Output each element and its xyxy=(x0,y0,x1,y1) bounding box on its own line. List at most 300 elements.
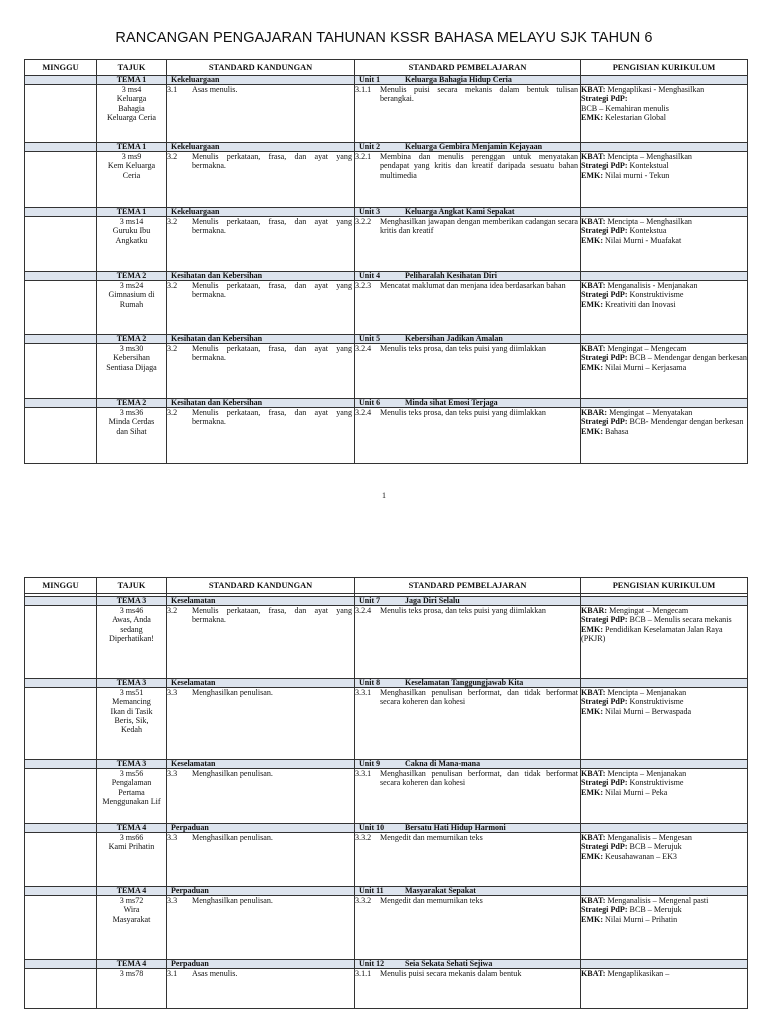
minggu-cell xyxy=(25,679,97,688)
pk-line xyxy=(581,104,747,113)
minggu-cell xyxy=(25,217,97,272)
standard-kandungan-cell xyxy=(167,217,355,272)
pk-label: Strategi PdP: xyxy=(581,842,628,852)
tema-row xyxy=(25,76,748,85)
standard-pembelajaran-cell xyxy=(355,408,581,464)
pengisian-kurikulum-cell xyxy=(581,969,748,1009)
standard-kandungan-cell xyxy=(167,896,355,960)
tajuk-line: 3 ms4 xyxy=(121,85,142,94)
pk-line xyxy=(581,290,747,299)
page-number: 1 xyxy=(382,491,386,500)
tajuk-line: 3 ms72 xyxy=(119,896,144,905)
sp-number: 3.2.4 xyxy=(355,606,372,615)
tajuk-line: 3 ms36 xyxy=(119,408,144,417)
standard-pembelajaran-cell xyxy=(355,769,581,824)
standard-pembelajaran-cell xyxy=(355,688,581,760)
pk-value: Nilai Murni - Muafakat xyxy=(603,235,682,245)
minggu-cell xyxy=(25,408,97,464)
pk-value: Menganalisis – Mengenal pasti xyxy=(605,896,709,905)
unit-number: Unit 10 xyxy=(359,823,385,832)
table-row xyxy=(25,152,748,208)
pk-label: EMK: xyxy=(581,914,604,924)
unit-number: Unit 4 xyxy=(359,271,381,280)
pengisian-kurikulum-cell xyxy=(581,85,748,143)
tema-row xyxy=(25,679,748,688)
pk-value: BCB – Menulis secara mekanis xyxy=(627,615,732,625)
unit-title xyxy=(355,597,581,606)
table-row xyxy=(25,281,748,335)
tajuk-line: Gimnasium di xyxy=(108,290,155,300)
pk-label: EMK: xyxy=(581,624,604,634)
pk-value: Mengingat – Menyatakan xyxy=(607,408,693,417)
unit-name: Keluarga Gembira Menjamin Kejayaan xyxy=(405,142,543,151)
pk-label: Strategi PdP: xyxy=(581,778,628,788)
sk-text: Asas menulis. xyxy=(192,969,238,978)
tajuk-line: 3 ms9 xyxy=(121,152,142,161)
table-row xyxy=(25,606,748,679)
unit-number: Unit 5 xyxy=(359,334,381,343)
pk-value: Nilai Murni – Prihatin xyxy=(603,914,678,924)
tema-blank-cell xyxy=(581,143,748,152)
tema-label: TEMA 1 xyxy=(97,76,167,85)
pk-label: KBAR: xyxy=(581,606,608,615)
pk-line xyxy=(581,171,747,180)
tajuk-cell xyxy=(97,896,167,960)
sk-text: Menulis perkataan, frasa, dan ayat yang bermakna. xyxy=(192,408,352,427)
unit-name: Peliharalah Kesihatan Diri xyxy=(405,271,497,280)
tema-name: Keselamatan xyxy=(167,760,355,769)
pk-line xyxy=(581,236,747,245)
table-row xyxy=(25,769,748,824)
sk-number: 3.3 xyxy=(167,896,178,905)
tema-blank-cell xyxy=(581,760,748,769)
tajuk-line: 3 ms24 xyxy=(119,281,144,290)
standard-pembelajaran-cell xyxy=(355,217,581,272)
unit-title xyxy=(355,960,581,969)
pk-line xyxy=(581,625,747,644)
standard-kandungan-cell xyxy=(167,606,355,679)
sk-number: 3.1 xyxy=(167,85,178,94)
minggu-cell xyxy=(25,208,97,217)
standard-kandungan-cell xyxy=(167,833,355,887)
sp-text: Menulis puisi secara mekanis dalam bentuk tulisan berangkai. xyxy=(380,85,578,104)
minggu-cell xyxy=(25,896,97,960)
column-header-standard-pembelajaran: STANDARD PEMBELAJARAN xyxy=(355,60,581,76)
tema-label: TEMA 2 xyxy=(97,272,167,281)
tema-blank-cell xyxy=(581,335,748,344)
tema-label: TEMA 1 xyxy=(97,143,167,152)
pk-line xyxy=(581,969,747,978)
standard-pembelajaran-cell xyxy=(355,344,581,399)
tema-blank-cell xyxy=(581,824,748,833)
standard-pembelajaran-cell xyxy=(355,152,581,208)
standard-kandungan-cell xyxy=(167,969,355,1009)
pk-value: Konstruktivisme xyxy=(627,697,684,707)
sp-number: 3.2.1 xyxy=(355,152,372,161)
standard-pembelajaran-cell xyxy=(355,85,581,143)
unit-number: Unit 7 xyxy=(359,596,381,605)
tema-row xyxy=(25,760,748,769)
pk-label: Strategi PdP: xyxy=(581,161,628,171)
tajuk-cell xyxy=(97,152,167,208)
tajuk-cell xyxy=(97,408,167,464)
pk-value: Mencipta – Menghasilkan xyxy=(605,217,692,226)
document-title: RANCANGAN PENGAJARAN TAHUNAN KSSR BAHASA MELAYU SJK TAHUN 6 xyxy=(115,30,653,46)
pk-value: Konstruktivisme xyxy=(627,778,684,788)
unit-name: Masyarakat Sepakat xyxy=(405,886,476,895)
tema-row xyxy=(25,143,748,152)
minggu-cell xyxy=(25,281,97,335)
pk-value: Menganalisis - Menjanakan xyxy=(605,281,698,290)
minggu-cell xyxy=(25,606,97,679)
tajuk-line: 3 ms46 xyxy=(119,606,144,615)
tajuk-line: Menggunakan Lif xyxy=(102,796,161,806)
sk-text: Menghasilkan penulisan. xyxy=(192,688,273,697)
sk-number: 3.2 xyxy=(167,217,178,226)
pk-label: EMK: xyxy=(581,426,604,436)
column-header-standard-kandungan: STANDARD KANDUNGAN xyxy=(167,60,355,76)
pk-line xyxy=(581,427,747,436)
pk-line xyxy=(581,281,747,290)
pk-line xyxy=(581,85,747,94)
unit-number: Unit 11 xyxy=(359,886,384,895)
pengisian-kurikulum-cell xyxy=(581,833,748,887)
unit-name: Seia Sekata Sehati Sejiwa xyxy=(405,959,493,968)
pk-value: Kreativiti dan Inovasi xyxy=(603,299,676,309)
pk-label: Strategi PdP: xyxy=(581,353,628,363)
pk-value: BCB – Mendengar dengan berkesan xyxy=(627,353,747,363)
pk-label: KBAT: xyxy=(581,833,606,842)
sp-text: Menulis teks prosa, dan teks puisi yang diimlakkan xyxy=(380,344,546,353)
minggu-cell xyxy=(25,344,97,399)
tajuk-cell xyxy=(97,969,167,1009)
pk-label: EMK: xyxy=(581,112,604,122)
tema-row xyxy=(25,208,748,217)
sk-text: Menghasilkan penulisan. xyxy=(192,769,273,778)
pk-label: KBAT: xyxy=(581,217,606,226)
pk-value: BCB – Merujuk xyxy=(627,905,682,915)
tema-blank-cell xyxy=(581,76,748,85)
standard-kandungan-cell xyxy=(167,152,355,208)
tema-label: TEMA 3 xyxy=(97,597,167,606)
sk-text: Menulis perkataan, frasa, dan ayat yang bermakna. xyxy=(192,217,352,236)
table-row xyxy=(25,344,748,399)
tajuk-cell xyxy=(97,606,167,679)
sk-number: 3.3 xyxy=(167,769,178,778)
standard-kandungan-cell xyxy=(167,85,355,143)
pengisian-kurikulum-cell xyxy=(581,896,748,960)
pk-label: KBAT: xyxy=(581,152,606,161)
pk-label: KBAT: xyxy=(581,344,606,353)
tajuk-cell xyxy=(97,688,167,760)
pk-label: KBAT: xyxy=(581,896,606,905)
header-row xyxy=(25,60,748,76)
minggu-cell xyxy=(25,597,97,606)
pk-value: BCB – Merujuk xyxy=(627,842,682,852)
sk-number: 3.2 xyxy=(167,281,178,290)
tajuk-line: Ikan di Tasik xyxy=(110,706,153,716)
unit-title xyxy=(355,335,581,344)
unit-name: Bersatu Hati Hidup Harmoni xyxy=(405,823,506,832)
pk-line xyxy=(581,769,747,778)
tema-row xyxy=(25,272,748,281)
column-header-tajuk: TAJUK xyxy=(97,578,167,594)
sp-number: 3.1.1 xyxy=(355,969,372,978)
sp-number: 3.3.1 xyxy=(355,688,372,697)
pengisian-kurikulum-cell xyxy=(581,688,748,760)
pk-line xyxy=(581,217,747,226)
tajuk-line: Kebersihan xyxy=(113,353,150,363)
pk-value: Nilai Murni – Peka xyxy=(603,787,668,797)
tajuk-line: 3 ms51 xyxy=(119,688,144,697)
tema-blank-cell xyxy=(581,960,748,969)
tema-name: Kekeluargaan xyxy=(167,76,355,85)
pk-label: EMK: xyxy=(581,170,604,180)
tema-name: Keselamatan xyxy=(167,679,355,688)
minggu-cell xyxy=(25,960,97,969)
pk-label: KBAR: xyxy=(581,408,608,417)
pk-line xyxy=(581,915,747,924)
column-header-pengisian-kurikulum: PENGISIAN KURIKULUM xyxy=(581,60,748,76)
minggu-cell xyxy=(25,335,97,344)
pk-value: Mengaplikasi - Menghasilkan xyxy=(605,85,705,94)
pk-label: KBAT: xyxy=(581,281,606,290)
tajuk-line: Pengalaman xyxy=(111,778,152,788)
tajuk-cell xyxy=(97,217,167,272)
pk-label: Strategi PdP: xyxy=(581,417,628,427)
tema-name: Perpaduan xyxy=(167,887,355,896)
pengisian-kurikulum-cell xyxy=(581,281,748,335)
pk-value: Nilai Murni – Kerjasama xyxy=(603,362,687,372)
sp-text: Membina dan menulis perenggan untuk menyatakan pendapat yang kritis dan kreatif daripada sesuatu bahan multimedia xyxy=(380,152,578,180)
tema-blank-cell xyxy=(581,208,748,217)
unit-title xyxy=(355,679,581,688)
tajuk-line: 3 ms14 xyxy=(119,217,144,226)
sp-number: 3.3.2 xyxy=(355,833,372,842)
pk-line xyxy=(581,615,747,624)
plan-table-page-1 xyxy=(24,59,748,464)
pk-label: Strategi PdP: xyxy=(581,697,628,707)
standard-kandungan-cell xyxy=(167,688,355,760)
pk-line xyxy=(581,852,747,861)
pk-line xyxy=(581,778,747,787)
tajuk-line: Ceria xyxy=(122,170,141,180)
pk-label: EMK: xyxy=(581,851,604,861)
tajuk-cell xyxy=(97,344,167,399)
minggu-cell xyxy=(25,152,97,208)
pengisian-kurikulum-cell xyxy=(581,152,748,208)
sk-number: 3.3 xyxy=(167,688,178,697)
unit-title xyxy=(355,824,581,833)
tema-name: Kesihatan dan Kebersihan xyxy=(167,335,355,344)
sk-number: 3.3 xyxy=(167,833,178,842)
standard-pembelajaran-cell xyxy=(355,606,581,679)
pk-value: Mengingat – Mengecam xyxy=(605,344,687,353)
sp-number: 3.2.3 xyxy=(355,281,372,290)
pk-label: Strategi PdP: xyxy=(581,94,628,104)
tajuk-line: Kedah xyxy=(120,725,143,735)
tajuk-line: Memancing xyxy=(112,697,151,707)
tajuk-line: 3 ms66 xyxy=(119,833,144,842)
pengisian-kurikulum-cell xyxy=(581,408,748,464)
pk-line xyxy=(581,226,747,235)
tajuk-line: Bahagia xyxy=(118,103,145,113)
tema-row xyxy=(25,597,748,606)
standard-pembelajaran-cell xyxy=(355,281,581,335)
unit-number: Unit 6 xyxy=(359,398,381,407)
pk-label: EMK: xyxy=(581,299,604,309)
pk-label: KBAT: xyxy=(581,969,606,978)
standard-pembelajaran-cell xyxy=(355,833,581,887)
table-row xyxy=(25,896,748,960)
column-header-tajuk: TAJUK xyxy=(97,60,167,76)
sp-number: 3.2.2 xyxy=(355,217,372,226)
pk-value: Keusahawanan – EK3 xyxy=(603,851,677,861)
column-header-minggu: MINGGU xyxy=(25,60,97,76)
pk-value: Nilai murni - Tekun xyxy=(603,170,670,180)
pk-value: BCB – Kemahiran menulis xyxy=(581,103,669,113)
minggu-cell xyxy=(25,887,97,896)
minggu-cell xyxy=(25,969,97,1009)
unit-title xyxy=(355,272,581,281)
tajuk-cell xyxy=(97,833,167,887)
pk-line xyxy=(581,905,747,914)
pk-value: Mencipta – Menghasilkan xyxy=(605,152,692,161)
sk-number: 3.1 xyxy=(167,969,178,978)
unit-name: Cakna di Mana-mana xyxy=(405,759,481,768)
pk-label: Strategi PdP: xyxy=(581,226,628,236)
tema-label: TEMA 2 xyxy=(97,335,167,344)
sk-text: Menulis perkataan, frasa, dan ayat yang bermakna. xyxy=(192,281,352,300)
tajuk-line: 3 ms78 xyxy=(119,969,144,978)
minggu-cell xyxy=(25,833,97,887)
column-header-minggu: MINGGU xyxy=(25,578,97,594)
tajuk-line: 3 ms30 xyxy=(119,344,144,353)
tema-blank-cell xyxy=(581,679,748,688)
sk-text: Menulis perkataan, frasa, dan ayat yang bermakna. xyxy=(192,606,352,625)
pk-value: Konstruktivisme xyxy=(627,290,684,300)
sk-text: Menulis perkataan, frasa, dan ayat yang bermakna. xyxy=(192,152,352,171)
tajuk-line: Sentiasa Dijaga xyxy=(106,362,157,372)
tajuk-line: Keluarga xyxy=(116,94,147,104)
plan-table-page-2 xyxy=(24,577,748,1009)
pk-line xyxy=(581,697,747,706)
pk-line xyxy=(581,152,747,161)
pk-value: Mencipta – Menjanakan xyxy=(605,769,687,778)
pk-label: EMK: xyxy=(581,235,604,245)
pk-value: Menganalisis – Mengesan xyxy=(605,833,692,842)
pk-value: Kontekstual xyxy=(627,161,669,171)
minggu-cell xyxy=(25,272,97,281)
column-header-standard-kandungan: STANDARD KANDUNGAN xyxy=(167,578,355,594)
pk-label: EMK: xyxy=(581,362,604,372)
minggu-cell xyxy=(25,769,97,824)
tajuk-line: Masyarakat xyxy=(112,914,151,924)
pk-line xyxy=(581,707,747,716)
tema-name: Kesihatan dan Kebersihan xyxy=(167,272,355,281)
tema-row xyxy=(25,887,748,896)
sk-number: 3.2 xyxy=(167,606,178,615)
pk-line xyxy=(581,788,747,797)
unit-number: Unit 2 xyxy=(359,142,381,151)
pk-line xyxy=(581,408,747,417)
table-row xyxy=(25,85,748,143)
minggu-cell xyxy=(25,143,97,152)
tajuk-line: 3 ms56 xyxy=(119,769,144,778)
tajuk-line: Kem Keluarga xyxy=(107,161,156,171)
tajuk-cell xyxy=(97,769,167,824)
tema-name: Kekeluargaan xyxy=(167,208,355,217)
pengisian-kurikulum-cell xyxy=(581,606,748,679)
unit-number: Unit 9 xyxy=(359,759,381,768)
sp-number: 3.1.1 xyxy=(355,85,372,94)
tema-label: TEMA 2 xyxy=(97,399,167,408)
pk-value: Mengaplikasikan – xyxy=(605,969,670,978)
pk-line xyxy=(581,606,747,615)
tema-name: Kekeluargaan xyxy=(167,143,355,152)
pk-line xyxy=(581,344,747,353)
header-row xyxy=(25,578,748,594)
pk-label: KBAT: xyxy=(581,769,606,778)
unit-number: Unit 8 xyxy=(359,678,381,687)
tajuk-cell xyxy=(97,85,167,143)
table-row xyxy=(25,408,748,464)
sp-text: Menulis teks prosa, dan teks puisi yang diimlakkan xyxy=(380,408,546,417)
tajuk-line: Beris, Sik, xyxy=(114,715,149,725)
unit-name: Minda sihat Emosi Terjaga xyxy=(405,398,498,407)
pk-label: EMK: xyxy=(581,787,604,797)
minggu-cell xyxy=(25,688,97,760)
standard-kandungan-cell xyxy=(167,408,355,464)
pk-value: Mengingat – Mengecam xyxy=(607,606,689,615)
unit-title xyxy=(355,143,581,152)
unit-number: Unit 12 xyxy=(359,959,385,968)
unit-name: Jaga Diri Selalu xyxy=(405,596,460,605)
pk-value: Kontekstua xyxy=(627,226,667,236)
tema-blank-cell xyxy=(581,887,748,896)
minggu-cell xyxy=(25,824,97,833)
tema-label: TEMA 3 xyxy=(97,679,167,688)
unit-name: Kebersihan Jadikan Amalan xyxy=(405,334,503,343)
tema-name: Kesihatan dan Kebersihan xyxy=(167,399,355,408)
sp-number: 3.2.4 xyxy=(355,344,372,353)
unit-name: Keluarga Angkat Kami Sepakat xyxy=(405,207,515,216)
sp-text: Menghasilkan penulisan berformat, dan tidak berformat secara koheren dan kohesi xyxy=(380,769,578,788)
unit-title xyxy=(355,760,581,769)
pk-value: BCB- Mendengar dengan berkesan xyxy=(627,417,744,427)
standard-kandungan-cell xyxy=(167,344,355,399)
tema-row xyxy=(25,824,748,833)
standard-kandungan-cell xyxy=(167,769,355,824)
pk-line xyxy=(581,417,747,426)
tema-row xyxy=(25,960,748,969)
tajuk-line: Kami Prihatin xyxy=(108,842,155,852)
tema-label: TEMA 4 xyxy=(97,824,167,833)
tema-label: TEMA 4 xyxy=(97,887,167,896)
pk-line xyxy=(581,833,747,842)
pengisian-kurikulum-cell xyxy=(581,769,748,824)
column-header-pengisian-kurikulum: PENGISIAN KURIKULUM xyxy=(581,578,748,594)
tajuk-line: Awas, Anda xyxy=(112,615,151,625)
sp-text: Mengedit dan memurnikan teks xyxy=(380,896,483,905)
pk-value: Bahasa xyxy=(603,426,629,436)
tema-label: TEMA 1 xyxy=(97,208,167,217)
sp-text: Menghasilkan jawapan dengan memberikan cadangan secara kritis dan kreatif xyxy=(380,217,578,236)
tema-name: Perpaduan xyxy=(167,824,355,833)
unit-number: Unit 1 xyxy=(359,75,381,84)
sk-text: Asas menulis. xyxy=(192,85,238,94)
unit-name: Keselamatan Tanggungjawab Kita xyxy=(405,678,524,687)
